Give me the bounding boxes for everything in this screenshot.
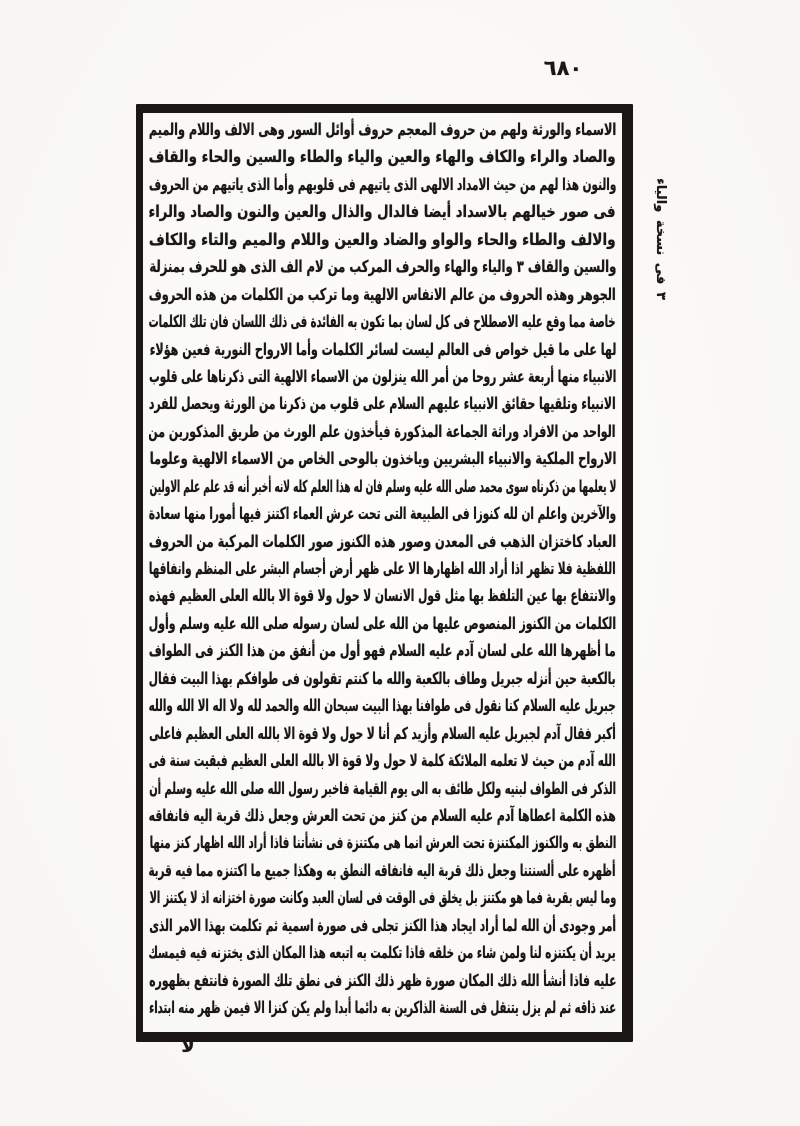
text-line: الانبياء منها أربعة عشر روحا من أمر الله ينزلون من الاسماء الالهية التى ذكرناها على قلوب bbox=[149, 366, 616, 386]
text-line: والصاد والراء والكاف والهاء والعين والياء والطاء والسين والحاء والقاف bbox=[149, 147, 616, 167]
text-line: والآخرين واعلم ان لله كنوزا فى الطبيعة التى تحت عرش العماء اكتنز فيها أمورا منها سعادة bbox=[149, 504, 616, 524]
text-line: لها على ما قيل خواص فى العالم ليست لسائر الكلمات وأما الارواح النورية فعين هؤلاء bbox=[149, 339, 616, 359]
text-frame-inner-rule bbox=[141, 111, 624, 1034]
text-line: الجوهر وهذه الحروف من عالم الانفاس الالهية وما تركب من الكلمات من هذه الحروف bbox=[149, 284, 616, 304]
text-line: بالكعبة حين أنزله جبريل وطاف بالكعبة والله ما كنتم تقولون فى طوافكم بهذا البيت فقال bbox=[149, 668, 616, 688]
text-line: خاصة مما وقع عليه الاصطلاح فى كل لسان بما تكون به الفائدة فى ذلك اللسان فان تلك الكلمات bbox=[149, 312, 616, 332]
text-line: والنون هذا لهم من حيث الامداد الالهى الذى ياتيهم فى قلوبهم وأما الذى ياتيهم من الحروف bbox=[149, 174, 616, 194]
text-line: عند ذاقه ثم لم يزل يتنقل فى السنة الذاكرين به دائما أبدا ولم يكن كنزا الا فيمن ظهر منه ابتداء bbox=[149, 998, 616, 1017]
text-line: وما ليس بقربة فما هو مكتنز بل يخلق فى الوقت فى لسان العبد وكانت صورة اختزانه اذ لا يكتنز الا bbox=[149, 888, 616, 908]
text-line: لا يعلمها من ذكرناه سوى محمد صلى الله عليه وسلم فان له هذا العلم كله لانه أخبر أنه قد علم علم الاولين bbox=[149, 476, 616, 496]
text-line: الذكر فى الطواف لبنيه ولكل طائف به الى يوم القيامة فاخبر رسول الله صلى الله عليه وسلم أن bbox=[149, 778, 616, 798]
text-line: هذه الكلمة اعطاها آدم عليه السلام من كنز من تحت العرش وجعل ذلك قربة اليه فانفاقه bbox=[149, 805, 616, 825]
text-frame-border bbox=[136, 104, 633, 1042]
text-line: الانبياء وتلقيها حقائق الانبياء عليهم السلام على قلوب من ذكرنا من الورثة ويحصل للفرد bbox=[149, 394, 616, 414]
text-line: أظهره على ألسنتنا وجعل ذلك قربة اليه فانفاقه النطق به وهكذا جميع ما اكتنزه مما فيه قربة bbox=[149, 860, 616, 880]
text-line: الواحد من الافراد وراثة الجماعة المذكورة فيأخذون علم الورث من طريق المذكورين من bbox=[149, 421, 616, 441]
text-line: والالف والطاء والحاء والواو والضاد والعين واللام والميم والتاء والكاف bbox=[149, 229, 616, 249]
text-line: النطق به والكنوز المكتنزة تحت العرش انما هى مكتنزة فى نشأتنا فاذا أراد الله اظهار كنز منها bbox=[149, 833, 616, 853]
text-line: يريد أن يكتنزه لنا ولمن شاء من خلقه فاذا تكلمت به اتبعه هذا المكان الذى يختزنه فيه فيمسك bbox=[149, 943, 616, 963]
margin-variant-note: ٣ فى نسخة والياء bbox=[653, 178, 668, 300]
text-line: عليه فاذا أنشأ الله ذلك المكان صورة ظهر ذلك الكنز فى نطق تلك الصورة فانتفع بظهوره bbox=[149, 970, 616, 990]
text-line: جبريل عليه السلام كنا نقول فى طوافنا بهذا البيت سبحان الله والحمد لله ولا اله الا الله والله bbox=[149, 696, 616, 716]
text-line: أكبر فقال آدم لجبريل عليه السلام وأزيد كم أنا لا حول ولا قوة الا بالله العلى العظيم فاعلى bbox=[149, 723, 616, 743]
text-block bbox=[149, 116, 616, 1030]
text-line: والسين والقاف ٣ والياء والهاء والحرف المركب من لام الف الذى هو للحرف بمنزلة bbox=[149, 257, 616, 277]
text-line: اللفظية فلا تظهر اذا أراد الله اظهارها الا على ظهر أرض أجسام البشر على المنظم وانفاقها bbox=[149, 559, 616, 578]
text-line: فى صور خيالهم بالاسداد أيضا فالدال والذال والعين والنون والصاد والراء bbox=[149, 202, 616, 222]
text-line: الله آدم من حيث لا تعلمه الملائكة كلمة لا حول ولا قوة الا بالله العلى العظيم فبقيت سنة فى bbox=[149, 751, 616, 771]
text-line: ما أظهرها الله على لسان آدم عليه السلام فهو أول من أنفق من هذا الكنز فى الطواف bbox=[149, 641, 616, 661]
text-line: الارواح الملكية والانبياء البشريين وياخذون بالوحى الخاص من الاسماء الالهية وعلوما bbox=[149, 449, 616, 469]
catchword: لا bbox=[181, 1036, 195, 1057]
text-line: الكلمات من الكنوز المنصوص عليها من الله على لسان رسوله صلى الله عليه وسلم وأول bbox=[149, 613, 616, 633]
page-number: ٦٨٠ bbox=[543, 56, 583, 80]
text-line: أمر وجودى أن الله لما أراد ايجاد هذا الكنز تجلى فى صورة اسمية ثم تكلمت بهذا الامر الذى bbox=[149, 915, 616, 935]
text-line: العباد كاختزان الذهب فى المعدن وصور هذه الكنوز صور الكلمات المركبة من الحروف bbox=[149, 531, 616, 551]
text-line: الاسماء والورثة ولهم من حروف المعجم حروف أوائل السور وهى الالف واللام والميم bbox=[149, 120, 616, 139]
text-line: والانتفاع بها عين التلفظ بها مثل قول الانسان لا حول ولا قوة الا بالله العلى العظيم فهذه bbox=[149, 586, 616, 606]
